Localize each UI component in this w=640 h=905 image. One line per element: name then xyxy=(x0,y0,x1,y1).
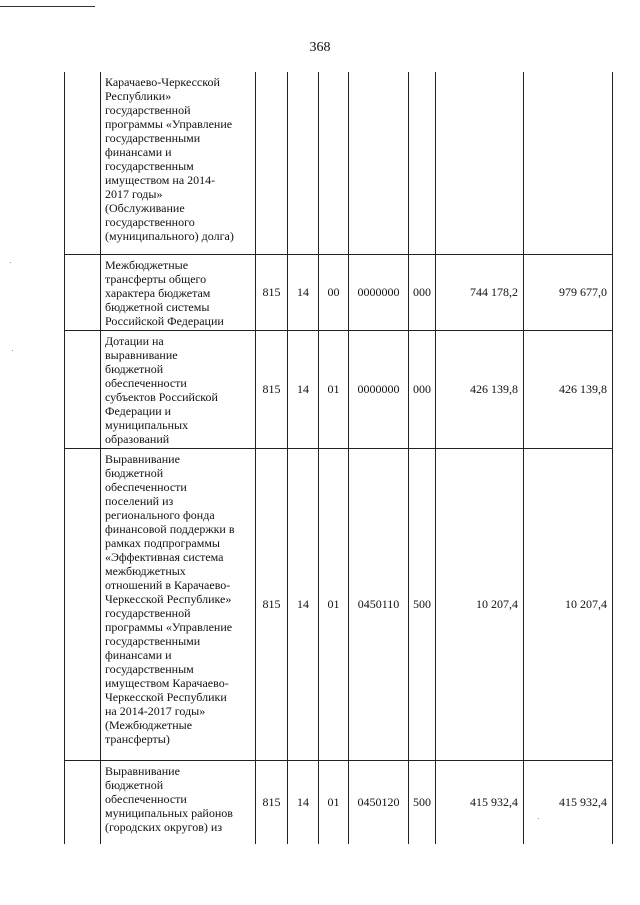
target-article-cell: 0450120 xyxy=(349,760,409,844)
item-name-cell: Карачаево-Черкесской Республики» государственной программы «Управление государственными финансами и государственным имуществом на 2014- 2017 годы» (Обслуживание государственного (муниципального) долга) xyxy=(101,72,256,254)
item-name-cell: Выравнивание бюджетной обеспеченности муниципальных районов (городских округов) из xyxy=(101,760,256,844)
subsection-code-cell: 00 xyxy=(319,254,349,330)
expense-type-cell: 500 xyxy=(409,760,436,844)
table-row xyxy=(65,330,613,448)
ministry-code-cell: 815 xyxy=(256,254,288,330)
amount-2015-cell: 426 139,8 xyxy=(436,330,524,448)
amount-2016-cell: 979 677,0 xyxy=(524,254,613,330)
row-index-cell xyxy=(65,448,101,760)
row-index-cell xyxy=(65,254,101,330)
ministry-code-cell: 815 xyxy=(256,448,288,760)
scan-speck xyxy=(12,350,13,351)
row-index-cell xyxy=(65,72,101,254)
section-code-cell: 14 xyxy=(288,760,319,844)
scan-speck xyxy=(10,262,11,263)
table-row xyxy=(65,760,613,844)
row-index-cell xyxy=(65,330,101,448)
amount-2016-cell xyxy=(524,72,613,254)
target-article-cell: 0450110 xyxy=(349,448,409,760)
section-code-cell: 14 xyxy=(288,448,319,760)
target-article-cell: 0000000 xyxy=(349,254,409,330)
amount-2016-cell: 415 932,4 xyxy=(524,760,613,844)
table-row xyxy=(65,254,613,330)
page-number: 368 xyxy=(309,40,331,55)
ministry-code-cell xyxy=(256,72,288,254)
budget-table-container xyxy=(64,72,613,844)
budget-table xyxy=(64,72,613,844)
item-name-cell: Межбюджетные трансферты общего характера бюджетам бюджетной системы Российской Федерации xyxy=(101,254,256,330)
subsection-code-cell xyxy=(319,72,349,254)
ministry-code-cell: 815 xyxy=(256,760,288,844)
item-name-cell: Выравнивание бюджетной обеспеченности поселений из регионального фонда финансовой поддержки в рамках подпрограммы «Эффективная система межбюджетных отношений в Карачаево- Черкесской Республике» государственной программы «Управление государственными финансами и государственным имуществом Карачаево- Черкесской Республики на 2014-2017 годы» (Межбюджетные трансферты) xyxy=(101,448,256,760)
amount-2016-cell: 10 207,4 xyxy=(524,448,613,760)
target-article-cell xyxy=(349,72,409,254)
expense-type-cell: 500 xyxy=(409,448,436,760)
amount-2015-cell: 415 932,4 xyxy=(436,760,524,844)
subsection-code-cell: 01 xyxy=(319,760,349,844)
amount-2015-cell: 10 207,4 xyxy=(436,448,524,760)
section-code-cell: 14 xyxy=(288,254,319,330)
expense-type-cell xyxy=(409,72,436,254)
target-article-cell: 0000000 xyxy=(349,330,409,448)
expense-type-cell: 000 xyxy=(409,330,436,448)
subsection-code-cell: 01 xyxy=(319,330,349,448)
section-code-cell: 14 xyxy=(288,330,319,448)
table-row xyxy=(65,72,613,254)
amount-2016-cell: 426 139,8 xyxy=(524,330,613,448)
top-rule xyxy=(0,6,95,7)
subsection-code-cell: 01 xyxy=(319,448,349,760)
amount-2015-cell xyxy=(436,72,524,254)
row-index-cell xyxy=(65,760,101,844)
scan-speck xyxy=(538,818,539,819)
table-row xyxy=(65,448,613,760)
expense-type-cell: 000 xyxy=(409,254,436,330)
ministry-code-cell: 815 xyxy=(256,330,288,448)
amount-2015-cell: 744 178,2 xyxy=(436,254,524,330)
section-code-cell xyxy=(288,72,319,254)
item-name-cell: Дотации на выравнивание бюджетной обеспеченности субъектов Российской Федерации и муниципальных образований xyxy=(101,330,256,448)
